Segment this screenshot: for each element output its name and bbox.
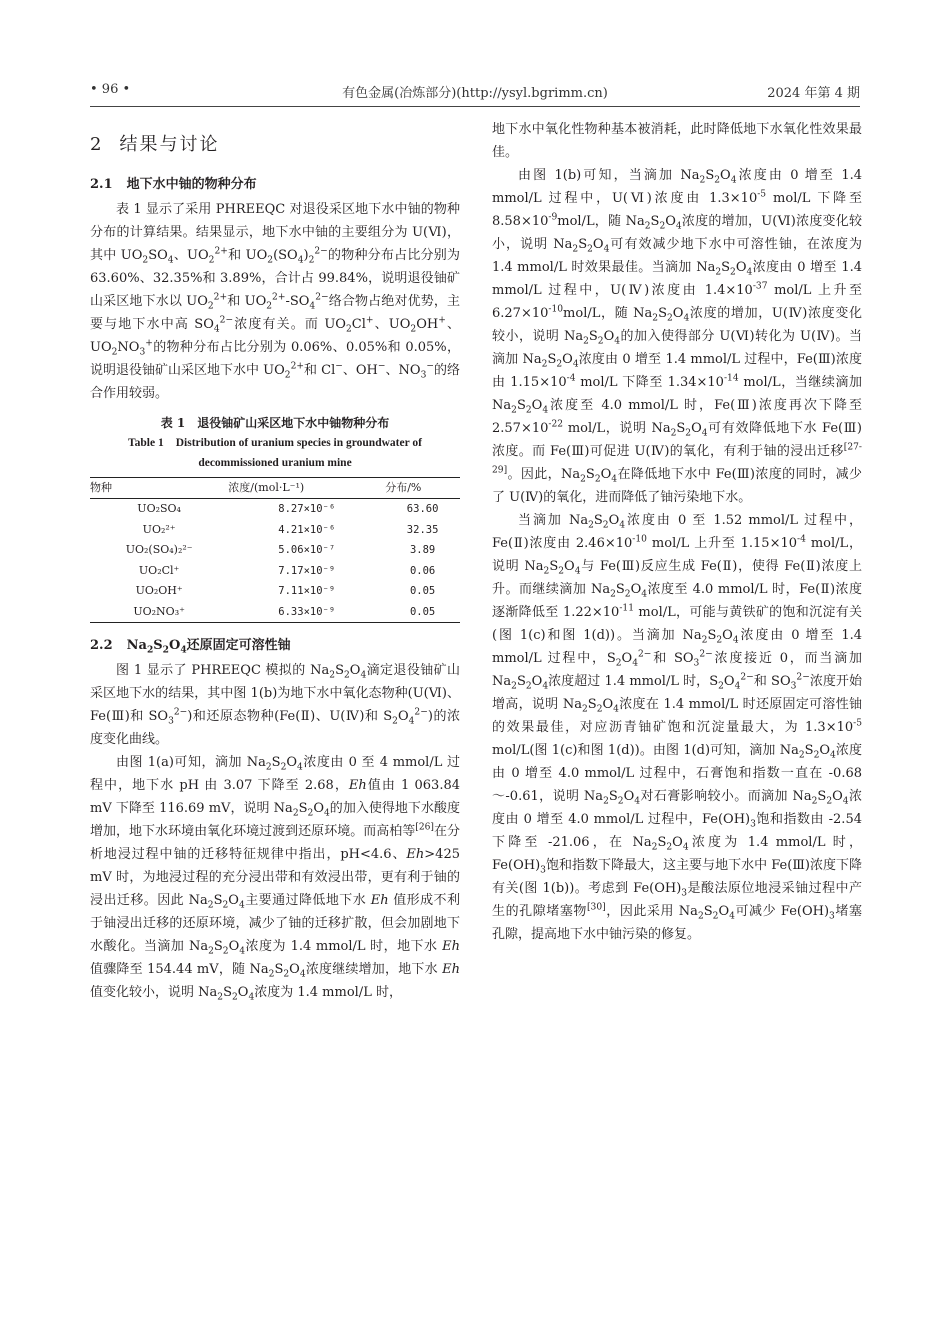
- table-caption: 表 1 退役铀矿山采区地下水中铀物种分布: [160, 416, 390, 430]
- table-cell-species: UO₂NO₃⁺: [90, 602, 228, 623]
- table-cell-distribution: 32.35: [406, 523, 439, 536]
- table-cell-distribution: 63.60: [406, 503, 439, 515]
- table-cell-concentration: 5.06×10⁻⁷: [278, 544, 336, 556]
- section-heading: 2 结果与讨论: [90, 134, 220, 155]
- table-cell-concentration: 4.21×10⁻⁶: [278, 523, 336, 536]
- table-cell-concentration: 6.33×10⁻⁹: [228, 602, 385, 623]
- table-cell-distribution: 0.05: [385, 602, 460, 623]
- journal-name: 有色金属(冶炼部分)(http://ysyl.bgrimm.cn): [342, 86, 608, 101]
- subsection-heading-2-1: 2.1 地下水中铀的物种分布: [90, 177, 257, 192]
- table-cell-distribution: 3.89: [409, 544, 436, 556]
- table-row: [90, 520, 460, 541]
- table-header-distribution: 分布/%: [385, 478, 460, 499]
- species-table: [90, 477, 460, 623]
- right-column: [492, 118, 862, 946]
- table-cell-concentration: 8.27×10⁻⁶: [278, 503, 336, 515]
- table-cell-distribution: 0.06: [409, 564, 436, 577]
- table-caption-en: Table 1 Distribution of uranium species in groundwater of decommissioned uranium mine: [128, 437, 422, 469]
- table-row: [90, 602, 460, 623]
- table-header-species: 物种: [90, 478, 228, 499]
- table-cell-concentration: 7.11×10⁻⁹: [278, 585, 336, 597]
- paragraph-ph-eh-continued: 地下水中氧化性物种基本被消耗，此时降低地下水氧化性效果最佳。: [492, 122, 862, 160]
- running-header: [90, 82, 860, 102]
- table-cell-concentration: 7.17×10⁻⁹: [278, 564, 336, 577]
- page-number: • 96 •: [90, 82, 131, 97]
- table-row: [90, 561, 460, 582]
- table-cell-species: UO₂Cl⁺: [138, 563, 180, 577]
- table-cell-distribution: 0.05: [409, 585, 436, 597]
- table-cell-species: UO₂SO₄: [137, 502, 181, 515]
- paragraph-species-distribution: 表 1 显示了采用 PHREEQC 对退役采区地下水中铀的物种分布的计算结果。结果显示，地下水中铀的主要组分为 U(Ⅵ)，其中 $UO_2SO_4$、$UO_2^{2+}$和 $UO_2(SO_4)_2^{2-}$的物种分布占比分别为 63.60%、32.35%和 3.89%，合计占 99.84%，说明退役铀矿山采区地下水以 $UO_2^{2+}$和 $UO_2^{2+}-SO_4^{2-}$络合物占绝对优势，主要与地下水中高 $SO_4^{2-}$浓度有关。而 $UO_2Cl^+$、$UO_2OH^+$、$UO_2NO_3^+$的物种分布占比分别为 0.06%、0.05%和 0.05%，说明退役铀矿山采区地下水中 $UO_2^{2+}$和 Cl−、OH−、$NO_3^-$的络合作用较弱。: [90, 202, 461, 401]
- table-cell-species: UO₂OH⁺: [135, 584, 183, 597]
- subsection-heading-2-2: 2.2 $Na_2S_2O_4$还原固定可溶性铀: [90, 638, 291, 656]
- table-cell-species: UO₂²⁺: [142, 522, 176, 536]
- table-row: [90, 581, 460, 602]
- issue-label: 2024 年第 4 期: [767, 86, 860, 101]
- table-header-concentration: 浓度/(mol·L⁻¹): [228, 478, 385, 499]
- table-row: [90, 499, 460, 520]
- paragraph-uranium-iron: 由图 1(b)可知，当滴加 $Na_2S_2O_4$浓度由 0 增至 1.4 mmol/L 过程中，U(Ⅵ)浓度由 $1.3\times 10^{-5}$ mol/L 下降至 $8.58\times 10^{-9}mol/L$，随 $Na_2S_2O_4$浓度的增加，U(Ⅵ)浓度变化较小，说明 $Na_2S_2O_4$可有效减少地下水中可溶性铀，在浓度为 1.4 mmol/L 时效果最佳。当滴加 $Na_2S_2O_4$浓度由 0 增至 1.4 mmol/L 过程中，U(Ⅳ)浓度由 $1.4\times 10^{-37}$ mol/L 上升至 $6.27\times 10^{-10}mol/L$，随 $Na_2S_2O_4$浓度的增加，U(Ⅳ)浓度变化较小，说明 $Na_2S_2O_4$的加入使得部分 U(Ⅵ)转化为 U(Ⅳ)。当滴加 $Na_2S_2O_4$浓度由 0 增至 1.4 mmol/L 过程中，Fe(Ⅲ)浓度由 $1.15\times 10^{-4}$ mol/L 下降至 $1.34\times 10^{-14}$ mol/L，当继续滴加 $Na_2S_2O_4$浓度至 4.0 mmol/L 时，Fe(Ⅲ)浓度再次下降至 $2.57\times 10^{-22}$ mol/L，说明 $Na_2S_2O_4$可有效降低地下水 Fe(Ⅲ)浓度。而 Fe(Ⅲ)可促进 U(Ⅳ)的氧化，有利于铀的浸出迁移[27-29]。因此，$Na_2S_2O_4$在降低地下水中 Fe(Ⅲ)浓度的同时，减少了 U(Ⅳ)的氧化，进而降低了铀污染地下水。: [492, 168, 863, 505]
- table-cell-species: UO₂(SO₄)₂²⁻: [125, 543, 193, 556]
- paragraph-ferrous-saturation: 当滴加 $Na_2S_2O_4$浓度由 0 至 1.52 mmol/L 过程中，Fe(Ⅱ)浓度由 $2.46\times 10^{-10}$ mol/L 上升至 $1.15\times 10^{-4}$ mol/L，说明 $Na_2S_2O_4$与 Fe(Ⅲ)反应生成 Fe(Ⅱ)，使得 Fe(Ⅱ)浓度上升。而继续滴加 $Na_2S_2O_4$浓度至 4.0 mmol/L 时，Fe(Ⅱ)浓度逐渐降低至 $1.22\times 10^{-11}$ mol/L，可能与黄铁矿的饱和沉淀有关(图 1(c)和图 1(d))。当滴加 $Na_2S_2O_4$浓度由 0 增至 1.4 mmol/L 过程中，$S_2O_4^{2-}$和 $SO_3^{2-}$浓度接近 0，而当滴加 $Na_2S_2O_4$浓度超过 1.4 mmol/L 时，$S_2O_4^{2-}$和 $SO_3^{2-}$浓度开始增高，说明 $Na_2S_2O_4$浓度在 1.4 mmol/L 时还原固定可溶性铀的效果最佳，对应沥青铀矿饱和沉淀量最大，为 $1.3\times 10^{-5}$ mol/L(图 1(c)和图 1(d))。由图 1(d)可知，滴加 $Na_2S_2O_4$浓度由 0 增至 4.0 mmol/L 过程中，石膏饱和指数一直在 -0.68～-0.61，说明 $Na_2S_2O_4$对石膏影响较小。而滴加 $Na_2S_2O_4$浓度由 0 增至 4.0 mmol/L 过程中，$Fe(OH)_3$饱和指数由 -2.54 下降至 -21.06，在 $Na_2S_2O_4$浓度为 1.4 mmol/L 时，$Fe(OH)_3$饱和指数下降最大，这主要与地下水中 Fe(Ⅲ)浓度下降有关(图 1(b))。考虑到 $Fe(OH)_3$是酸法原位地浸采铀过程中产生的孔隙堵塞物[30]，因此采用 $Na_2S_2O_4$可减少 $Fe(OH)_3$堵塞孔隙，提高地下水中铀污染的修复。: [492, 513, 863, 942]
- header-rule: [90, 106, 860, 107]
- left-column: [90, 118, 460, 1004]
- paragraph-figure-intro: 图 1 显示了 PHREEQC 模拟的 $Na_2S_2O_4$滴定退役铀矿山采区地下水的结果，其中图 1(b)为地下水中氧化态物种(U(Ⅵ)、Fe(Ⅲ)和 $SO_3^{2-}$)和还原态物种(Fe(Ⅱ)、U(Ⅳ)和 $S_2O_4^{2-}$)的浓度变化曲线。: [90, 663, 460, 747]
- paragraph-ph-eh: 由图 1(a)可知，滴加 $Na_2S_2O_4$浓度由 0 至 4 mmol/L 过程中，地下水 pH 由 3.07 下降至 2.68，Eh值由 1 063.84 mV 下降至 116.69 mV，说明 $Na_2S_2O_4$的加入使得地下水酸度增加，地下水环境由氧化环境过渡到还原环境。而高柏等[26]在分析地浸过程中铀的迁移特征规律中指出，pH<4.6、Eh>425 mV 时，为地浸过程的充分浸出带和有效浸出带，更有利于铀的浸出迁移。因此 $Na_2S_2O_4$主要通过降低地下水 Eh 值形成不利于铀浸出迁移的还原环境，减少了铀的迁移扩散，但会加剧地下水酸化。当滴加 $Na_2S_2O_4$浓度为 1.4 mmol/L 时，地下水 Eh 值骤降至 154.44 mV，随 $Na_2S_2O_4$浓度继续增加，地下水 Eh 值变化较小，说明 $Na_2S_2O_4$浓度为 1.4 mmol/L 时，: [90, 755, 461, 1003]
- table-row: [90, 540, 460, 561]
